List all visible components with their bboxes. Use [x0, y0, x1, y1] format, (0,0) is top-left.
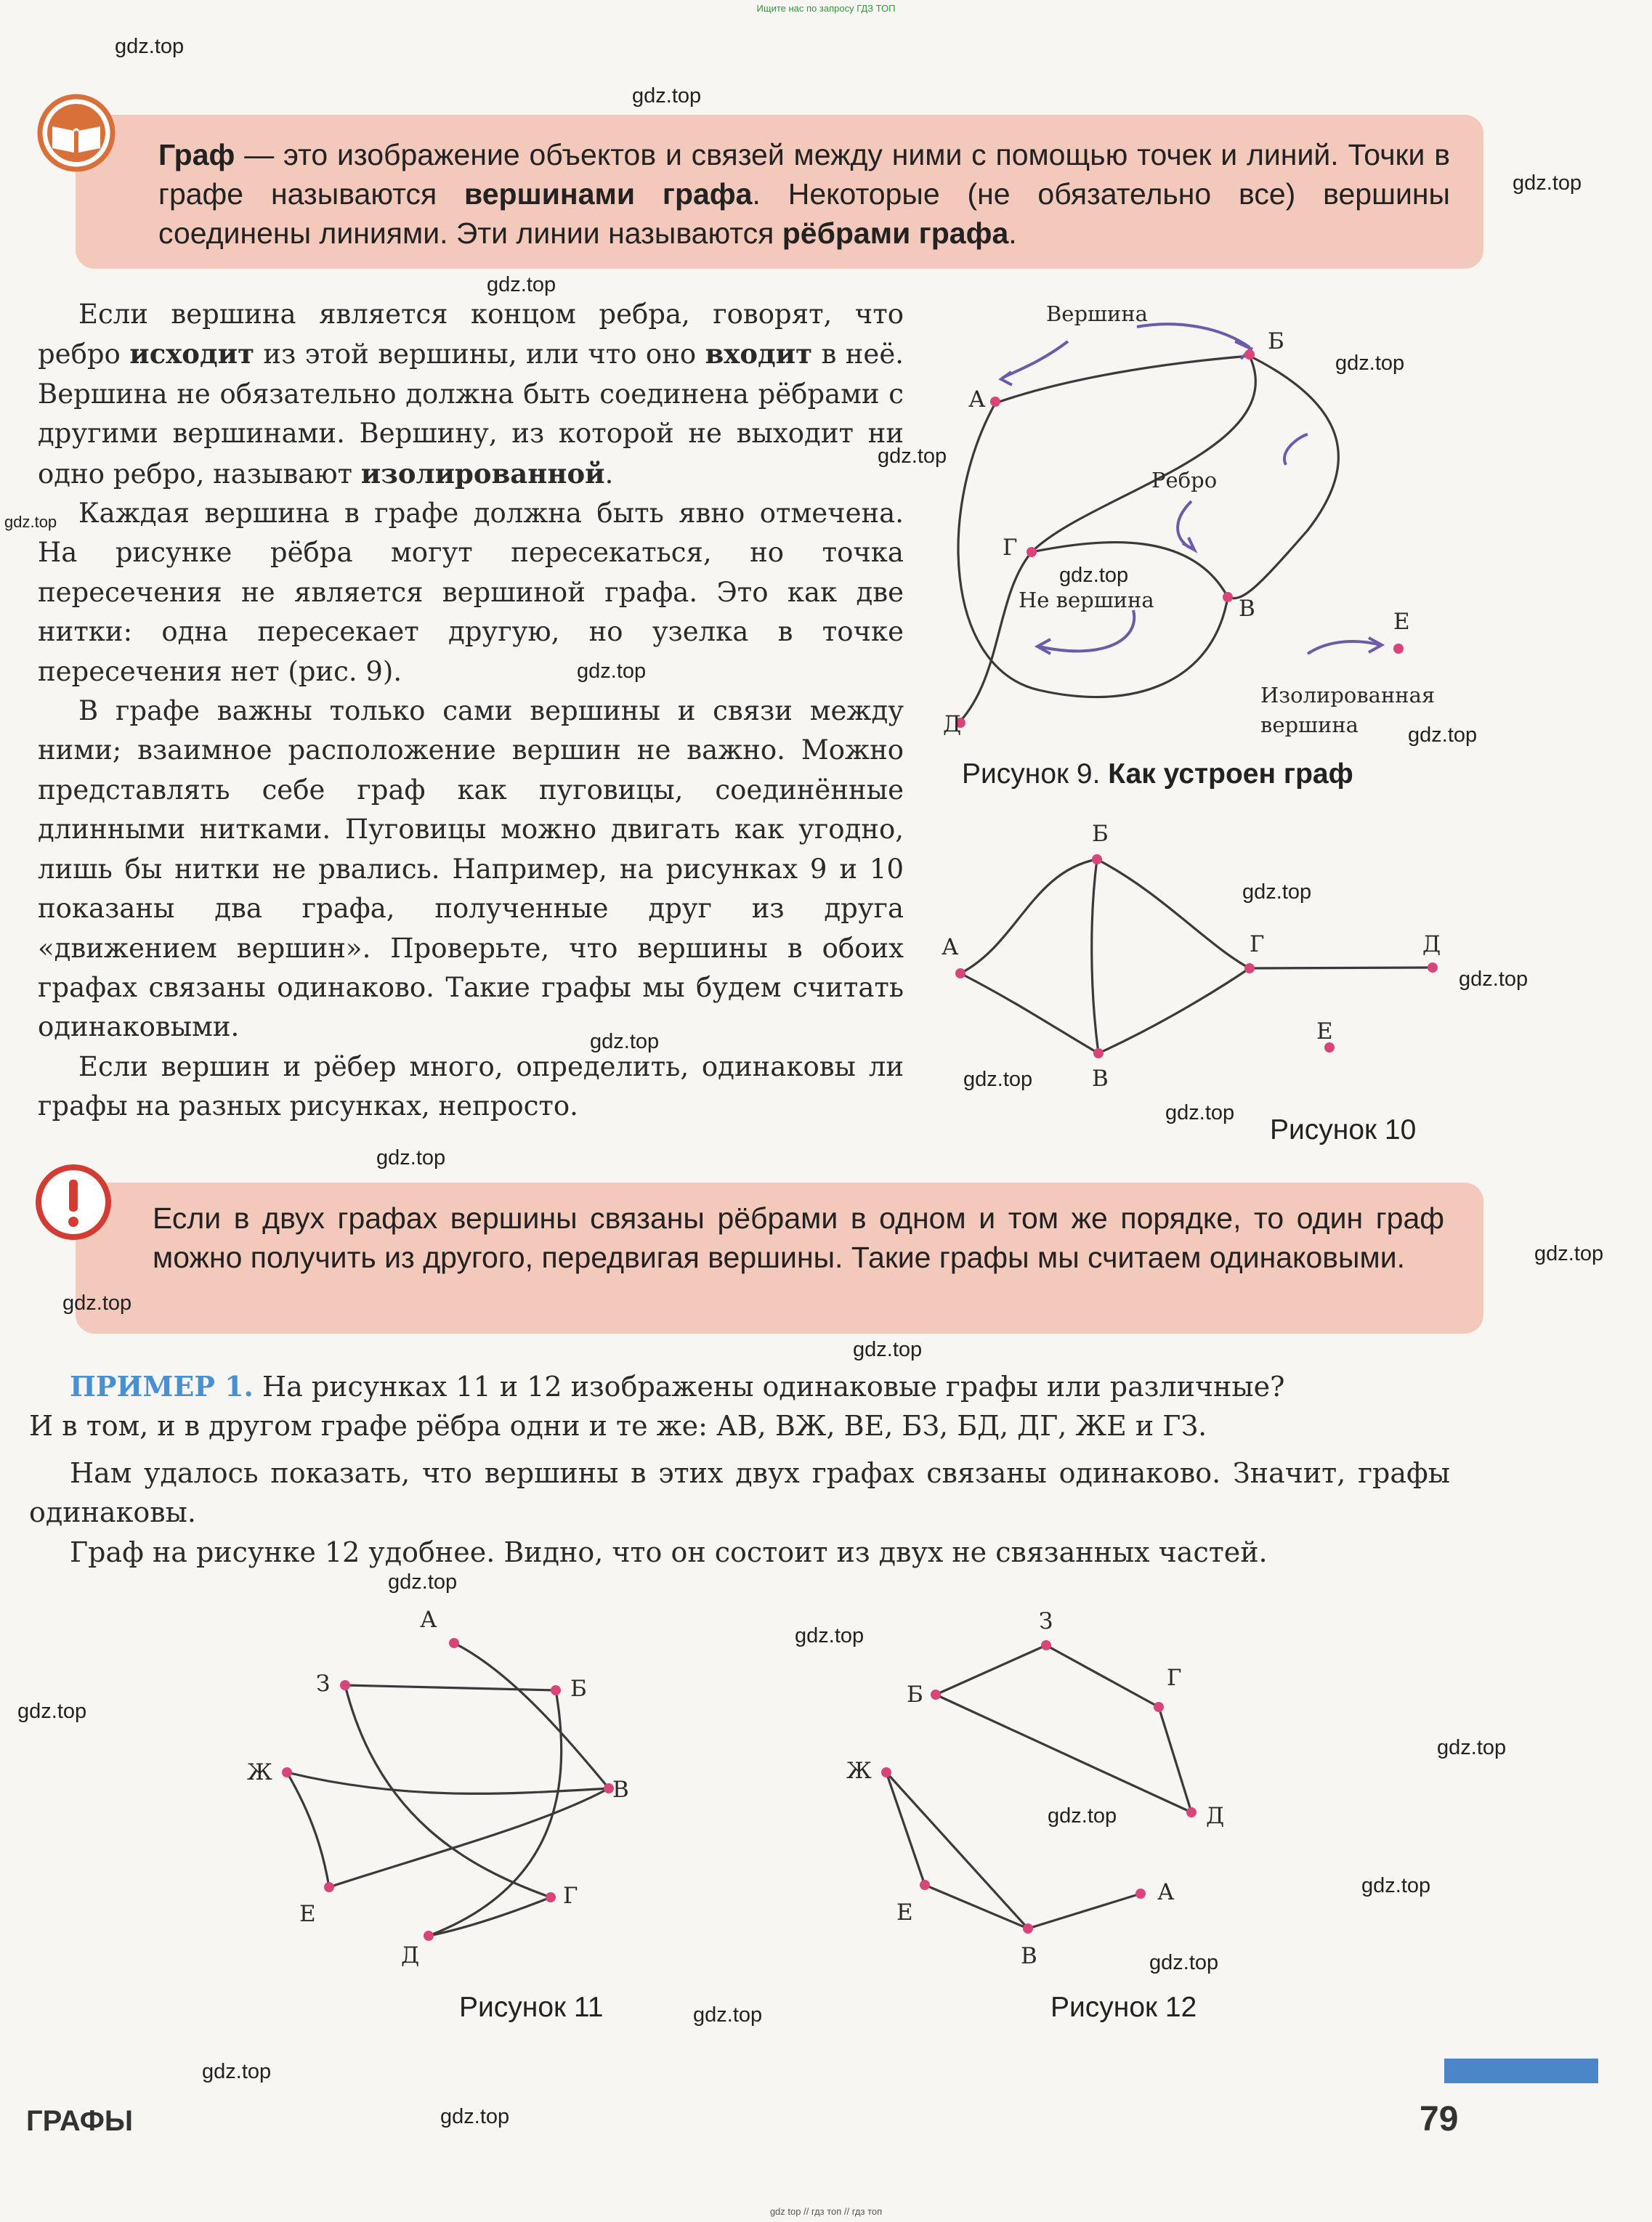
svg-text:Изолированная: Изолированная: [1260, 683, 1436, 707]
svg-text:Е: Е: [1316, 1018, 1333, 1045]
watermark: gdz.top: [1408, 723, 1478, 747]
svg-text:Г: Г: [563, 1883, 578, 1909]
svg-text:Г: Г: [1250, 931, 1265, 957]
svg-text:Д: Д: [943, 711, 962, 737]
watermark: gdz.top: [577, 660, 647, 683]
paragraph-3: В графе важны только сами вершины и связи между ними; взаимное расположение вершин не важно. Можно представлять себе граф как пуговицы, соединённые длинными нитками. Пуговицы можно двигать как угодно, лишь бы нитки не рвались. Например, на рисунках 9 и 10 показаны два графа, полученные друг из друга «движением вершин». Проверьте, что вершины в обоих графах связаны одинаково. Такие графы мы будем считать одинаковыми.: [38, 695, 904, 1043]
svg-text:В: В: [1092, 1066, 1109, 1092]
watermark: gdz.top: [590, 1030, 660, 1053]
watermark: gdz.top: [115, 35, 185, 58]
watermark: gdz.top: [693, 2003, 763, 2027]
svg-text:З: З: [1039, 1608, 1053, 1634]
svg-text:Ж: Ж: [846, 1758, 872, 1784]
watermark: gdz.top: [795, 1624, 865, 1647]
svg-text:Вершина: Вершина: [1046, 301, 1148, 326]
svg-text:А: А: [968, 386, 986, 413]
svg-text:вершина: вершина: [1260, 713, 1359, 737]
fig11-caption: Рисунок 11: [459, 1992, 604, 2023]
example-text: ПРИМЕР 1. На рисунках 11 и 12 изображены одинаковые графы или различные? И в том, и в другом графе рёбра одни и те же: АВ, ВЖ, ВЕ, БЗ, БД, ДГ, ЖЕ и ГЗ. Нам удалось показать, что вершины в этих двух графах связаны одинаково. Значит, графы одинаковы. Граф на рисунке 12 удобнее. Видно, что он состоит из двух не связанных частей.: [29, 1370, 1450, 1568]
svg-text:Д: Д: [1206, 1803, 1225, 1829]
rule-text: Если в двух графах вершины связаны рёбрами в одном и том же порядке, то один граф можно получить из другого, передвигая вершины. Такие графы мы считаем одинаковыми.: [153, 1201, 1444, 1274]
svg-text:В: В: [612, 1777, 629, 1803]
svg-text:Б: Б: [570, 1676, 587, 1702]
watermark: gdz.top: [4, 513, 57, 531]
svg-text:Д: Д: [401, 1942, 420, 1968]
watermark: gdz.top: [388, 1570, 458, 1594]
watermark: gdz.top: [62, 1292, 132, 1315]
svg-text:Е: Е: [1393, 609, 1410, 635]
footer-section: ГРАФЫ: [26, 2105, 134, 2137]
paragraph-4: Если вершин и рёбер много, определить, одинаковы ли графы на разных рисунках, непросто.: [38, 1050, 904, 1122]
watermark: gdz.top: [632, 84, 702, 108]
fig12-caption: Рисунок 12: [1050, 1992, 1197, 2023]
svg-text:Ребро: Ребро: [1151, 468, 1218, 492]
footer-bar: [1444, 2059, 1598, 2083]
watermark: gdz.top: [878, 445, 947, 468]
svg-text:А: А: [942, 934, 959, 960]
top-note: Ищите нас по запросу ГДЗ ТОП: [756, 3, 896, 14]
svg-text:Г: Г: [1003, 535, 1018, 561]
watermark: gdz.top: [853, 1338, 923, 1361]
definition-text: Граф — это изображение объектов и связей между ними с помощью точек и линий. Точки в графе называются вершинами графа. Некоторые (не обязательно все) вершины соединены линиями. Эти линии называются рёбрами графа.: [158, 138, 1451, 250]
fig10-caption: Рисунок 10: [1270, 1114, 1417, 1146]
svg-text:В: В: [1021, 1943, 1037, 1969]
watermark: gdz.top: [202, 2060, 272, 2083]
watermark: gdz.top: [1513, 171, 1582, 195]
bottom-note: gdz top // гдз топ // гдз топ: [769, 2206, 883, 2217]
watermark: gdz.top: [376, 1146, 446, 1169]
paragraph-2: Каждая вершина в графе должна быть явно отмечена. На рисунке рёбра могут пересекаться, но точка пересечения не является вершиной графа. Это как две нитки: одна пересекает другую, но узелка в точке пересечения нет (рис. 9).: [38, 498, 904, 687]
watermark: gdz.top: [1361, 1874, 1431, 1897]
watermark: gdz.top: [440, 2105, 510, 2128]
watermark: gdz.top: [1242, 880, 1312, 904]
svg-text:Не вершина: Не вершина: [1019, 588, 1154, 612]
fig9-caption: Рисунок 9. Как устроен граф: [962, 758, 1353, 790]
svg-text:Б: Б: [1092, 821, 1109, 847]
svg-text:Б: Б: [907, 1682, 923, 1708]
svg-text:А: А: [1157, 1879, 1175, 1905]
svg-text:Д: Д: [1422, 931, 1441, 957]
watermark: gdz.top: [1165, 1101, 1235, 1124]
svg-text:В: В: [1239, 596, 1255, 622]
svg-text:А: А: [420, 1607, 437, 1633]
watermark: gdz.top: [487, 273, 556, 296]
watermark: gdz.top: [1048, 1804, 1117, 1828]
svg-text:Е: Е: [896, 1899, 913, 1926]
watermark: gdz.top: [17, 1700, 87, 1723]
watermark: gdz.top: [1059, 564, 1129, 587]
watermark: gdz.top: [1459, 968, 1528, 991]
svg-text:Г: Г: [1167, 1665, 1182, 1691]
svg-text:Е: Е: [299, 1901, 316, 1927]
svg-text:Б: Б: [1268, 328, 1284, 354]
paragraph-1: Если вершина является концом ребра, говорят, что ребро исходит из этой вершины, или что оно входит в неё. Вершина не обязательно должна быть соединена рёбрами с другими вершинами. Вершину, из которой не выходит ни одно ребро, называют изолированной.: [38, 299, 904, 490]
svg-text:Ж: Ж: [247, 1759, 272, 1785]
watermark: gdz.top: [1149, 1951, 1219, 1974]
watermark: gdz.top: [1437, 1736, 1507, 1759]
watermark: gdz.top: [1534, 1242, 1604, 1265]
example-label: ПРИМЕР 1.: [70, 1370, 254, 1403]
page-number: 79: [1420, 2100, 1459, 2138]
watermark: gdz.top: [963, 1068, 1033, 1091]
watermark: gdz.top: [1335, 352, 1405, 375]
svg-text:З: З: [316, 1671, 331, 1697]
